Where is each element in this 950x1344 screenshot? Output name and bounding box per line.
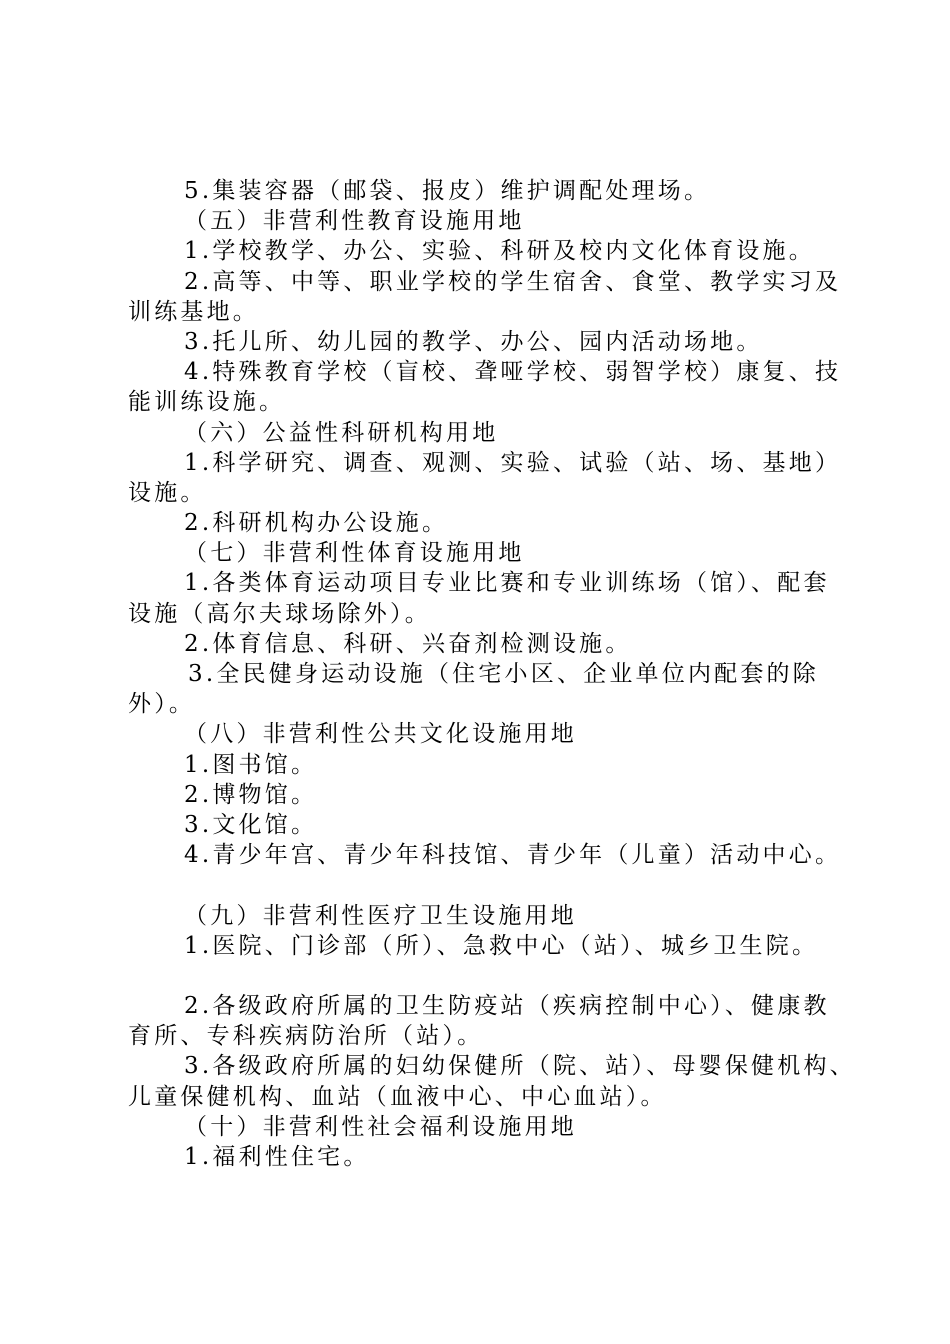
- section-heading: （十）非营利性社会福利设施用地: [184, 1113, 577, 1140]
- list-item: 4.青少年宫、青少年科技馆、青少年（儿童）活动中心。: [184, 842, 842, 869]
- list-item-continuation: 儿童保健机构、血站（血液中心、中心血站）。: [128, 1083, 667, 1110]
- document-body: [128, 176, 856, 1172]
- list-item-continuation: 能训练设施。: [128, 389, 286, 416]
- blank-line: [128, 961, 834, 991]
- list-item: 2.各级政府所属的卫生防疫站（疾病控制中心）、健康教: [184, 993, 830, 1020]
- section-heading: （六）公益性科研机构用地: [184, 419, 499, 446]
- list-item: 2.高等、中等、职业学校的学生宿舍、食堂、教学实习及: [184, 268, 842, 295]
- section-heading: （八）非营利性公共文化设施用地: [184, 721, 577, 748]
- section-heading: （九）非营利性医疗卫生设施用地: [184, 902, 577, 929]
- list-item: 5.集装容器（邮袋、报皮）维护调配处理场。: [184, 178, 711, 204]
- list-item: 3.全民健身运动设施（住宅小区、企业单位内配套的除: [188, 661, 819, 687]
- list-item-continuation: 设施。: [128, 479, 207, 506]
- list-item: 2.博物馆。: [184, 781, 318, 808]
- list-item: 1.福利性住宅。: [184, 1144, 370, 1170]
- list-item: 1.各类体育运动项目专业比赛和专业训练场（馆）、配套: [184, 570, 830, 597]
- list-item: 1.图书馆。: [184, 751, 318, 778]
- section-heading: （五）非营利性教育设施用地: [184, 208, 525, 235]
- list-item: 3.文化馆。: [184, 811, 318, 838]
- list-item: 2.科研机构办公设施。: [184, 510, 449, 537]
- blank-line: [128, 870, 834, 900]
- list-item: 2.体育信息、科研、兴奋剂检测设施。: [184, 630, 632, 657]
- list-item: 1.医院、门诊部（所）、急救中心（站）、城乡卫生院。: [184, 932, 819, 959]
- list-item-continuation: 育所、专科疾病防治所（站）。: [128, 1023, 484, 1050]
- list-item: 3.托儿所、幼儿园的教学、办公、园内活动场地。: [184, 328, 763, 355]
- list-item-continuation: 设施（高尔夫球场除外）。: [128, 600, 431, 627]
- list-item-continuation: 训练基地。: [128, 298, 259, 325]
- list-item: 3.各级政府所属的妇幼保健所（院、站）、母婴保健机构、: [184, 1053, 856, 1080]
- list-item: 1.学校教学、办公、实验、科研及校内文化体育设施。: [184, 238, 815, 265]
- list-item: 1.科学研究、调查、观测、实验、试验（站、场、基地）: [184, 449, 842, 476]
- list-item: 4.特殊教育学校（盲校、聋哑学校、弱智学校）康复、技: [184, 359, 842, 386]
- section-heading: （七）非营利性体育设施用地: [184, 540, 525, 567]
- list-item-continuation: 外）。: [128, 691, 196, 718]
